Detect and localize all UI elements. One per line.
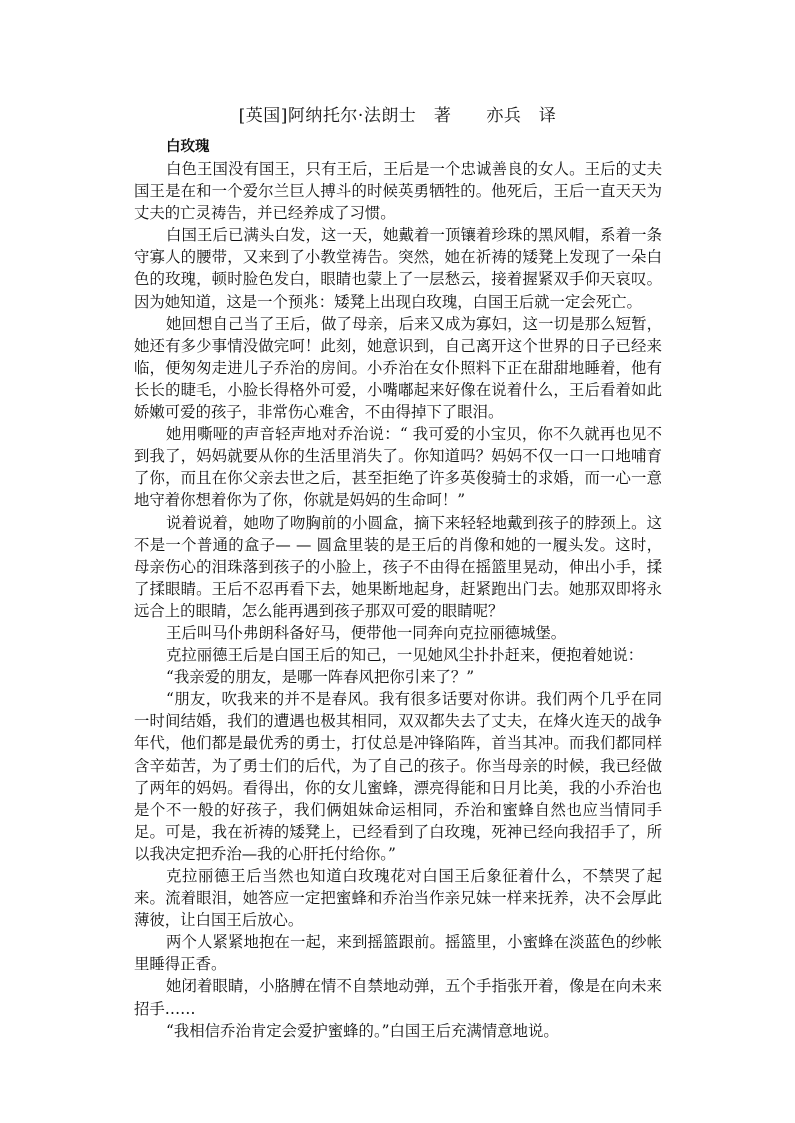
paragraph: 两个人紧紧地抱在一起，来到摇篮跟前。摇篮里，小蜜蜂在淡蓝色的纱帐里睡得正香。 <box>134 933 662 974</box>
paragraph: 说着说着，她吻了吻胸前的小圆盒，摘下来轻轻地戴到孩子的脖颈上。这不是一个普通的盒子— — 圆盒里装的是王后的肖像和她的一履头发。这时，母亲伤心的泪珠落到孩子的小脸上，孩子不由得在摇篮里晃动，伸出小手，揉了揉眼睛。王后不忍再看下去，她果断地起身，赶紧跑出门去。她那双即将永远合上的眼睛，怎么能再遇到孩子那双可爱的眼睛呢？ <box>134 513 662 620</box>
paragraph: 她闭着眼睛，小胳膊在情不自禁地动弹，五个手指张开着，像是在向未来招手…… <box>134 977 662 1018</box>
paragraph: “我相信乔治肯定会爱护蜜蜂的。”白国王后充满情意地说。 <box>166 1021 559 1040</box>
story-title: 白玫瑰 <box>166 139 210 155</box>
paragraph: 她回想自己当了王后，做了母亲，后来又成为寡妇，这一切是那么短暂，她还有多少事情没做完呵！此刻，她意识到，自己离开这个世界的日子已经来临，便匆匆走进儿子乔治的房间。小乔治在女仆照料下正在甜甜地睡着，他有长长的睫毛，小脸长得格外可爱，小嘴嘟起来好像在说着什么，王后看着如此娇嫩可爱的孩子，非常伤心难舍，不由得掉下了眼泪。 <box>134 314 662 422</box>
story-body <box>134 136 662 1042</box>
paragraph: “我亲爱的朋友，是哪一阵春风把你引来了？” <box>166 668 475 687</box>
author-translator-byline: [英国]阿纳托尔·法朗士 著 亦兵 译 <box>238 106 557 126</box>
paragraph: 王后叫马仆弗朗科备好马，便带他一同奔向克拉丽德城堡。 <box>166 623 567 642</box>
paragraph: 白国王后已满头白发，这一天，她戴着一顶镶着珍珠的黑风帽，系着一条守寡人的腰带，又来到了小教堂祷告。突然，她在祈祷的矮凳上发现了一朵白色的玫瑰，顿时脸色发白，眼睛也蒙上了一层愁云，接着握紧双手仰天哀叹。因为她知道，这是一个预兆：矮凳上出现白玫瑰，白国王后就一定会死亡。 <box>134 226 662 311</box>
paragraph: 克拉丽德王后当然也知道白玫瑰花对白国王后象征着什么，不禁哭了起来。流着眼泪，她答应一定把蜜蜂和乔治当作亲兄妹一样来抚养，决不会厚此薄彼，让白国王后放心。 <box>134 867 662 930</box>
paragraph: “朋友，吹我来的并不是春风。我有很多话要对你讲。我们两个几乎在同一时间结婚，我们的遭遇也极其相同，双双都失去了丈夫，在烽火连天的战争年代，他们都是最优秀的勇士，打仗总是冲锋陷阵，首当其冲。而我们都同样含辛茹苦，为了勇士们的后代，为了自己的孩子。你当母亲的时候，我已经做了两年的妈妈。看得出，你的女儿蜜蜂，漂亮得能和日月比美，我的小乔治也是个不一般的好孩子，我们俩姐妹命运相同，乔治和蜜蜂自然也应当情同手足。可是，我在祈祷的矮凳上，已经看到了白玫瑰，死神已经向我招手了，所以我决定把乔治—我的心肝托付给你。” <box>134 690 662 863</box>
paragraph: 克拉丽德王后是白国王后的知己，一见她风尘扑扑赶来，便抱着她说： <box>166 646 644 665</box>
paragraph: 她用嘶哑的声音轻声地对乔治说：“ 我可爱的小宝贝，你不久就再也见不到我了，妈妈就要从你的生活里消失了。你知道吗？妈妈不仅一口一口地哺育了你，而且在你父亲去世之后，甚至拒绝了许多英俊骑士的求婚，而一心一意地守着你想着你为了你，你就是妈妈的生命呵！” <box>134 425 662 510</box>
paragraph: 白色王国没有国王，只有王后，王后是一个忠诚善良的女人。王后的丈夫国王是在和一个爱尔兰巨人搏斗的时候英勇牺牲的。他死后，王后一直天天为丈夫的亡灵祷告，并已经养成了习惯。 <box>134 160 662 223</box>
